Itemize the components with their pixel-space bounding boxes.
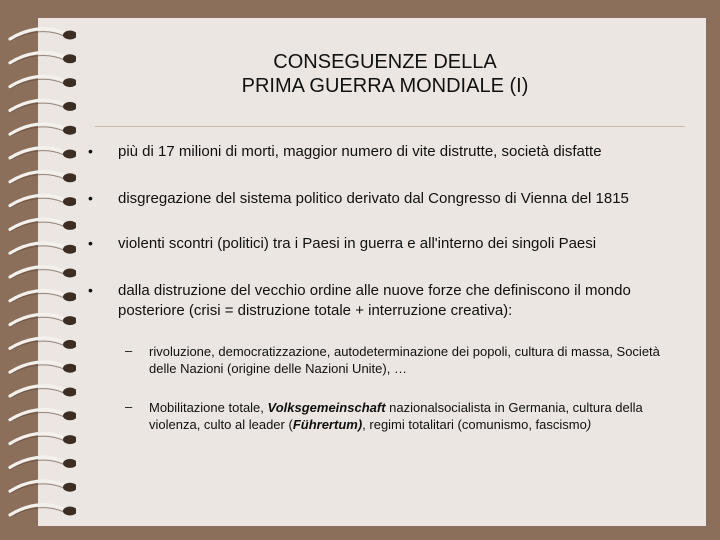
binding-ring-icon bbox=[10, 172, 76, 184]
subbullet-text-part: Mobilitazione totale, bbox=[149, 400, 268, 415]
binding-ring-icon bbox=[10, 100, 76, 112]
binding-ring-icon bbox=[10, 76, 76, 88]
subbullet-item-1: rivoluzione, democratizzazione, autodeterminazione dei popoli, cultura di massa, Società delle Nazioni (origine delle Nazioni Unite), … bbox=[149, 344, 660, 376]
binding-ring-icon bbox=[10, 53, 76, 65]
subbullet-emphasis-volksgemeinschaft: Volksgemeinschaft bbox=[267, 400, 386, 415]
bullet-item-3: violenti scontri (politici) tra i Paesi in guerra e all'interno dei singoli Paesi bbox=[118, 235, 597, 252]
binding-ring-icon bbox=[10, 410, 76, 422]
subbullet-text-part: nazionalsocialista in Germania, cultura della violenza, culto al leader ( bbox=[149, 400, 643, 432]
binding-ring-icon bbox=[10, 338, 76, 350]
bullet-marker: • bbox=[88, 143, 93, 159]
binding-ring-icon bbox=[10, 362, 76, 374]
binding-ring-icon bbox=[10, 291, 76, 303]
subbullet-marker: – bbox=[125, 399, 133, 414]
binding-ring-icon bbox=[10, 433, 76, 445]
bullet-item-2: disgregazione del sistema politico derivato dal Congresso di Vienna del 1815 bbox=[118, 190, 629, 207]
binding-ring-icon bbox=[10, 457, 76, 469]
binding-ring-icon bbox=[10, 267, 76, 279]
subbullet-text-part: , regimi totalitari (comunismo, fascismo bbox=[362, 417, 587, 432]
bullet-item-4: dalla distruzione del vecchio ordine alle nuove forze che definiscono il mondo posteriore (crisi = distruzione totale + interruzione creativa): bbox=[118, 282, 631, 319]
binding-ring-icon bbox=[10, 195, 76, 207]
subbullet-text-part: ) bbox=[586, 417, 592, 432]
binding-ring-icon bbox=[10, 386, 76, 398]
binding-ring-icon bbox=[10, 29, 76, 41]
subbullet-marker: – bbox=[125, 343, 133, 358]
binding-ring-icon bbox=[10, 481, 76, 493]
binding-ring-icon bbox=[10, 505, 76, 517]
binding-ring-icon bbox=[10, 148, 76, 160]
binding-ring-icon bbox=[10, 243, 76, 255]
title-divider bbox=[95, 126, 685, 127]
binding-ring-icon bbox=[10, 219, 76, 231]
subbullet-item-2 bbox=[149, 399, 689, 433]
spiral-binding-icon bbox=[6, 22, 76, 522]
subbullet-emphasis-fuhrertum: Führertum) bbox=[292, 417, 363, 432]
slide-title bbox=[100, 50, 670, 98]
bullet-marker: • bbox=[88, 235, 93, 251]
title-line-2: PRIMA GUERRA MONDIALE (I) bbox=[241, 75, 529, 97]
bullet-marker: • bbox=[88, 282, 93, 298]
bullet-item-1: più di 17 milioni di morti, maggior numero di vite distrutte, società disfatte bbox=[118, 143, 602, 160]
title-line-1: CONSEGUENZE DELLA bbox=[273, 51, 497, 73]
binding-ring-icon bbox=[10, 124, 76, 136]
bullet-marker: • bbox=[88, 190, 93, 206]
binding-ring-icon bbox=[10, 314, 76, 326]
